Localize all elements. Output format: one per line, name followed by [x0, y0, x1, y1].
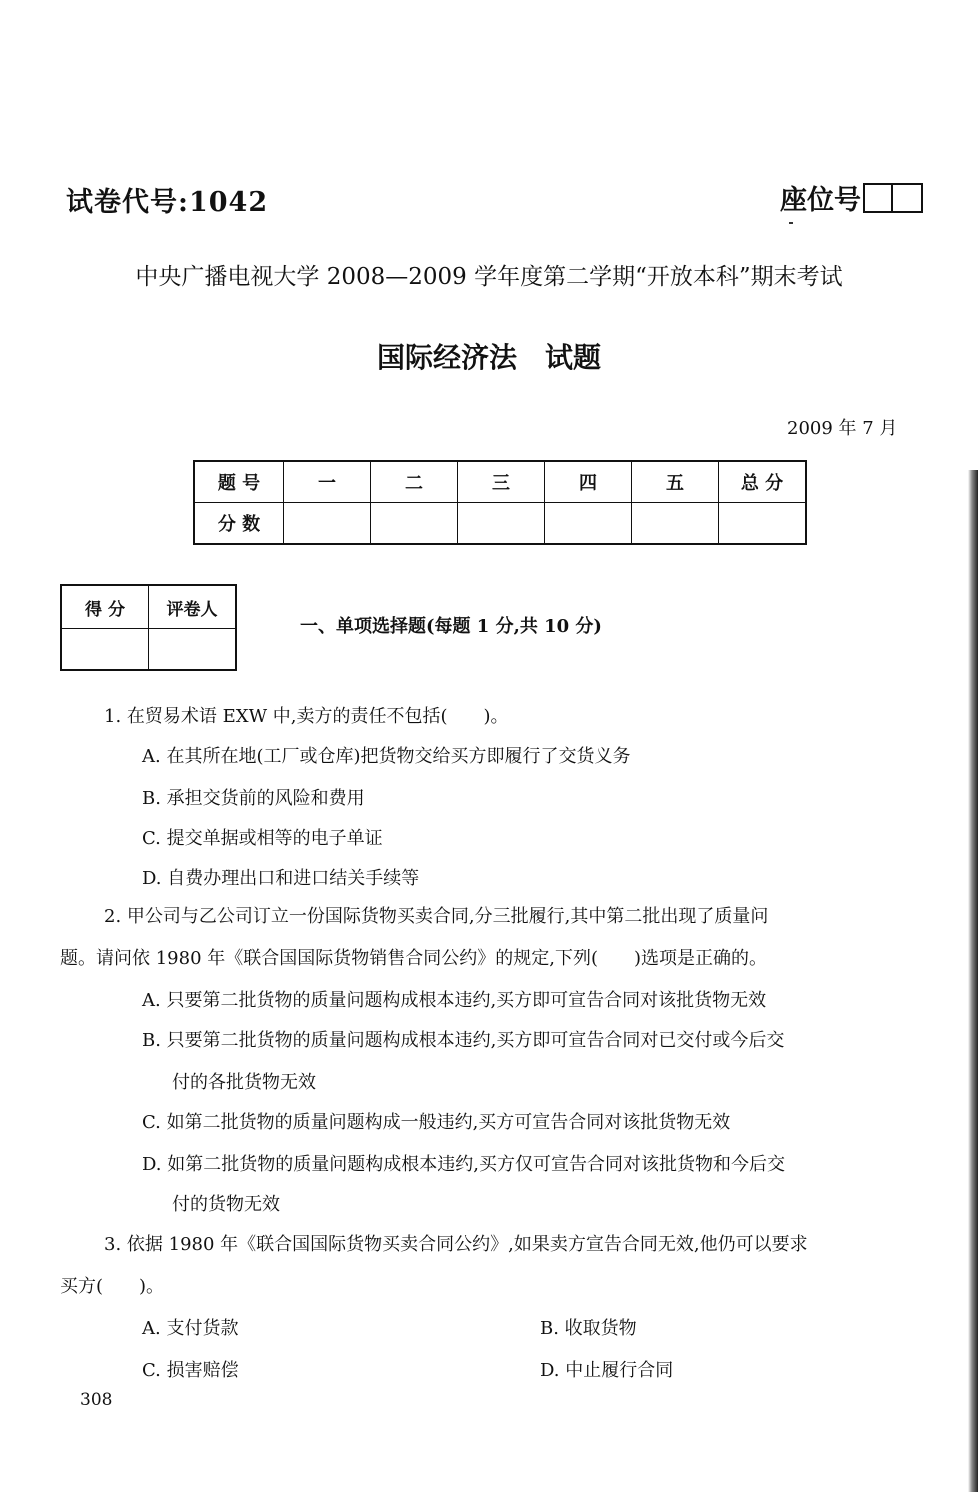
question-3-option-c: C. 损害赔偿 [142, 1360, 239, 1381]
score-header-cell: 题 号 [194, 461, 284, 503]
question-1-option-c: C. 提交单据或相等的电子单证 [142, 828, 383, 849]
question-2-stem-line-1: 2. 甲公司与乙公司订立一份国际货物买卖合同,分三批履行,其中第二批出现了质量问 [104, 906, 769, 927]
grader-name-label: 评卷人 [149, 585, 237, 629]
score-header-cell: 四 [545, 461, 632, 503]
seat-number [780, 178, 923, 217]
question-1-stem: 1. 在贸易术语 EXW 中,卖方的责任不包括( )。 [104, 706, 509, 727]
grader-header-row [61, 585, 236, 629]
question-2-option-c: C. 如第二批货物的质量问题构成一般违约,买方可宣告合同对该批货物无效 [142, 1112, 731, 1133]
grader-score-label: 得 分 [61, 585, 149, 629]
grader-blank-row [61, 629, 236, 671]
question-3-stem-line-1: 3. 依据 1980 年《联合国国际货物买卖合同公约》,如果卖方宣告合同无效,他仍可以要求 [104, 1234, 808, 1255]
question-1-option-b: B. 承担交货前的风险和费用 [142, 788, 365, 809]
scan-edge-shadow [968, 470, 978, 1492]
question-3-option-a: A. 支付货款 [142, 1318, 239, 1339]
question-3-stem-line-2: 买方( )。 [60, 1276, 165, 1297]
score-table-header-row [194, 461, 806, 503]
subject-title: 国际经济法 试题 [376, 341, 601, 374]
score-header-cell: 五 [632, 461, 719, 503]
question-2-option-b: B. 只要第二批货物的质量问题构成根本违约,买方即可宣告合同对已交付或今后交 [142, 1030, 785, 1051]
grader-table [60, 584, 237, 671]
scan-speck [789, 222, 793, 224]
section-title: 一、单项选择题(每题 1 分,共 10 分) [300, 616, 602, 637]
question-3-option-d: D. 中止履行合同 [540, 1360, 674, 1381]
seat-box [893, 183, 923, 213]
page-number: 308 [80, 1390, 113, 1410]
question-2-option-d-cont: 付的货物无效 [172, 1194, 280, 1215]
exam-date: 2009 年 7 月 [787, 418, 898, 439]
question-1-option-d: D. 自费办理出口和进口结关手续等 [142, 868, 420, 889]
grader-score-cell [61, 629, 149, 671]
question-3-option-b: B. 收取货物 [540, 1318, 637, 1339]
score-cell [458, 503, 545, 545]
grader-name-cell [149, 629, 237, 671]
question-2-stem-line-2: 题。请问依 1980 年《联合国国际货物销售合同公约》的规定,下列( )选项是正确的。 [60, 948, 768, 969]
score-cell [284, 503, 371, 545]
score-table-score-row [194, 503, 806, 545]
seat-label: 座位号 [780, 185, 861, 216]
question-1-option-a: A. 在其所在地(工厂或仓库)把货物交给买方即履行了交货义务 [142, 746, 631, 767]
score-cell [545, 503, 632, 545]
score-cell [632, 503, 719, 545]
score-header-cell: 一 [284, 461, 371, 503]
question-2-option-b-cont: 付的各批货物无效 [172, 1072, 316, 1093]
score-header-cell: 二 [371, 461, 458, 503]
score-header-cell: 总 分 [719, 461, 807, 503]
seat-box [863, 183, 893, 213]
score-cell [371, 503, 458, 545]
question-2-option-d: D. 如第二批货物的质量问题构成根本违约,买方仅可宣告合同对该批货物和今后交 [142, 1154, 785, 1175]
score-cell [719, 503, 807, 545]
seat-boxes [863, 183, 923, 213]
score-row-label: 分 数 [194, 503, 284, 545]
question-2-option-a: A. 只要第二批货物的质量问题构成根本违约,买方即可宣告合同对该批货物无效 [142, 990, 767, 1011]
score-table [193, 460, 807, 545]
score-header-cell: 三 [458, 461, 545, 503]
exam-title: 中央广播电视大学 2008—2009 学年度第二学期“开放本科”期末考试 [135, 264, 843, 290]
paper-code: 试卷代号:1042 [66, 187, 269, 218]
